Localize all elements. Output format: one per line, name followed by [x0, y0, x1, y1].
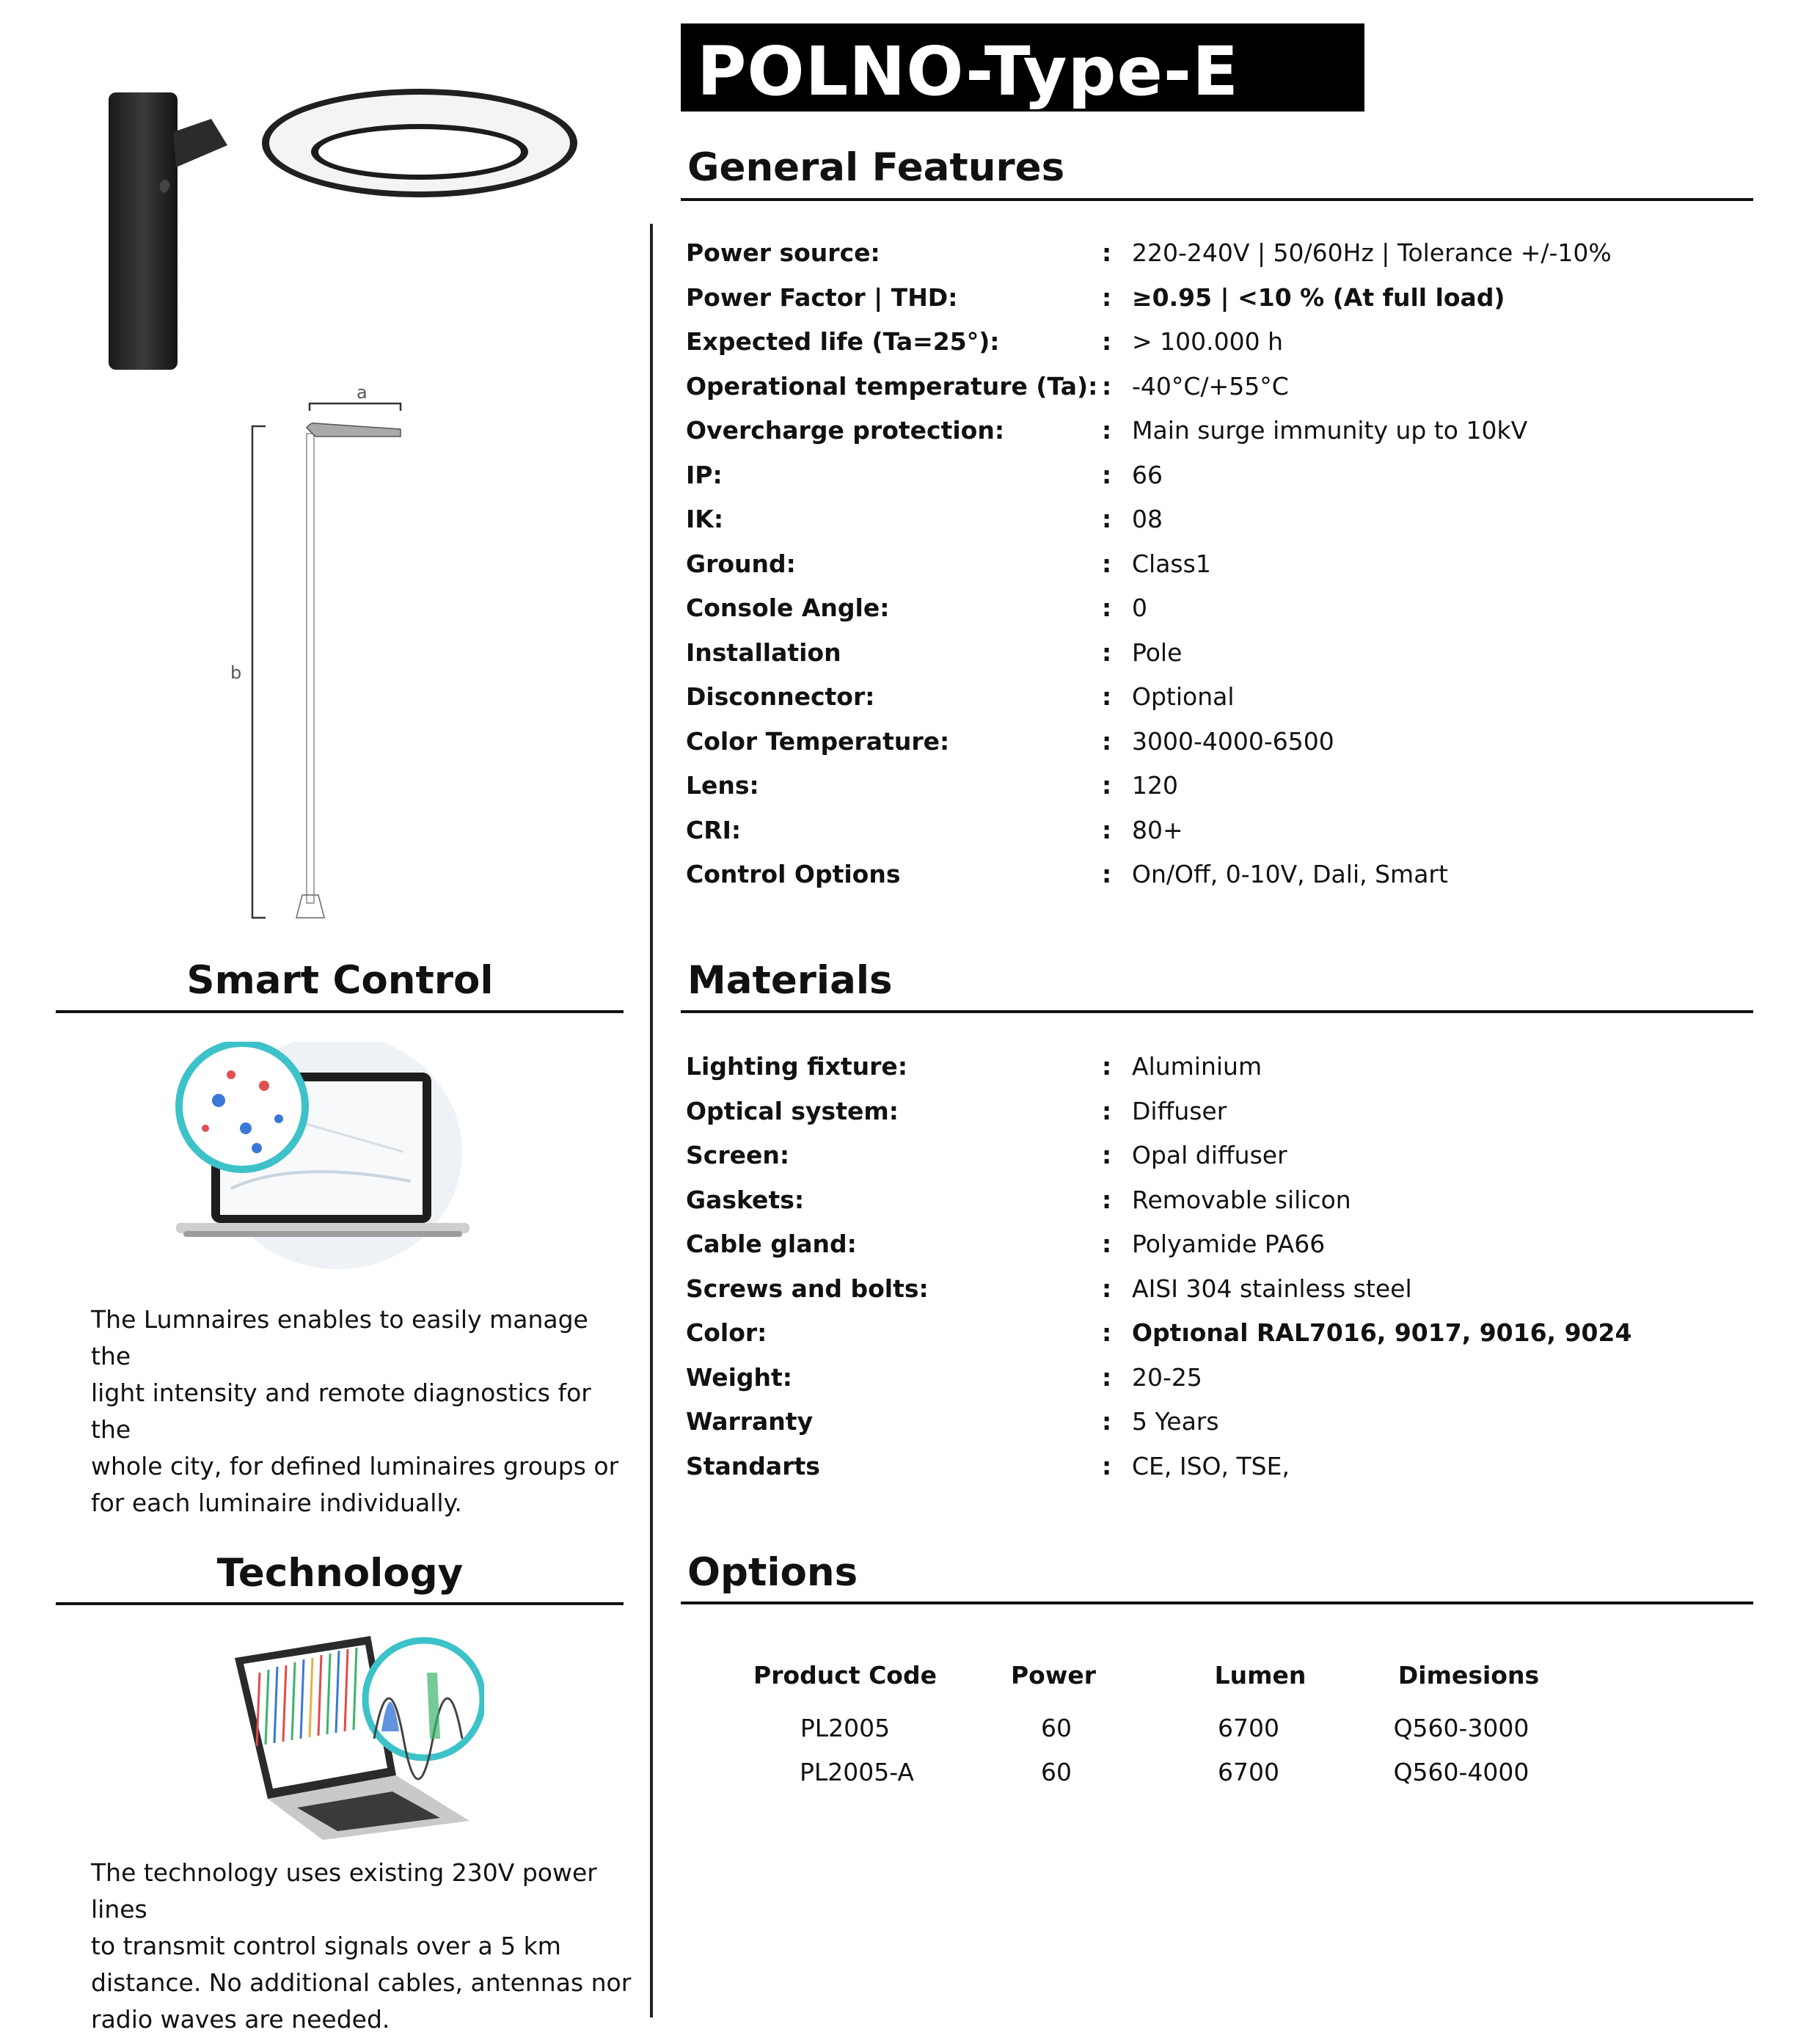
- general-feature-label: Ground:: [686, 549, 796, 578]
- material-label: Gaskets:: [686, 1185, 805, 1214]
- general-feature-separator: :: [1102, 327, 1112, 356]
- general-feature-row: [686, 586, 1750, 630]
- material-row: [686, 1311, 1750, 1355]
- general-feature-value: 0: [1132, 593, 1147, 622]
- general-feature-value: 66: [1132, 460, 1163, 489]
- material-value: Diffuser: [1132, 1096, 1227, 1125]
- general-feature-value: -40°C/+55°C: [1132, 371, 1289, 401]
- material-label: Cable gland:: [686, 1230, 857, 1258]
- smart-control-line: whole city, for defined luminaires groups or: [91, 1452, 619, 1480]
- general-feature-separator: :: [1102, 682, 1112, 711]
- technology-line: The technology uses existing 230V power lines: [91, 1858, 597, 1924]
- smart-control-line: light intensity and remote diagnostics for the: [91, 1378, 591, 1444]
- options-cell: 60: [1041, 1714, 1072, 1742]
- general-feature-label: Disconnector:: [686, 682, 875, 711]
- material-row: [686, 1222, 1750, 1266]
- general-feature-label: CRI:: [686, 815, 742, 844]
- general-feature-label: IK:: [686, 505, 724, 533]
- options-heading: Options: [687, 1550, 858, 1595]
- general-feature-value: Class1: [1132, 549, 1211, 578]
- material-row: [686, 1400, 1750, 1444]
- general-feature-value: 80+: [1132, 815, 1183, 844]
- general-feature-row: [686, 497, 1750, 541]
- material-separator: :: [1102, 1451, 1112, 1480]
- technology-laptop-image: [227, 1629, 484, 1841]
- material-value: Polyamide PA66: [1132, 1230, 1326, 1258]
- options-cell: 6700: [1218, 1758, 1279, 1786]
- general-feature-separator: :: [1102, 371, 1112, 401]
- general-feature-row: [686, 365, 1750, 409]
- material-row: [686, 1178, 1750, 1222]
- smart-control-rule: [56, 1010, 624, 1013]
- column-divider: [650, 224, 653, 2017]
- material-value: CE, ISO, TSE,: [1132, 1451, 1290, 1480]
- material-separator: :: [1102, 1362, 1112, 1392]
- general-feature-label: Control Options: [686, 860, 901, 888]
- general-feature-separator: :: [1102, 416, 1112, 445]
- general-features-rule: [681, 198, 1753, 201]
- material-row: [686, 1267, 1750, 1311]
- general-feature-label: Operational temperature (Ta):: [686, 371, 1098, 401]
- material-label: Optical system:: [686, 1096, 899, 1125]
- product-photo: [103, 81, 587, 374]
- dimension-drawing: [220, 378, 425, 921]
- options-cell: 6700: [1218, 1714, 1279, 1742]
- general-feature-separator: :: [1102, 593, 1112, 622]
- material-label: Lighting fixture:: [686, 1052, 908, 1081]
- material-row: [686, 1045, 1750, 1089]
- general-feature-value: Optional: [1132, 682, 1235, 711]
- material-row: [686, 1089, 1750, 1133]
- material-separator: :: [1102, 1230, 1112, 1258]
- general-feature-row: [686, 852, 1750, 896]
- general-feature-value: 220-240V | 50/60Hz | Tolerance +/-10%: [1132, 238, 1612, 267]
- general-feature-row: [686, 276, 1750, 320]
- options-cell: PL2005-A: [799, 1758, 915, 1786]
- general-feature-row: [686, 231, 1750, 275]
- options-cell: 60: [1041, 1758, 1072, 1786]
- general-feature-value: On/Off, 0-10V, Dali, Smart: [1132, 860, 1448, 888]
- material-value: Opal diffuser: [1132, 1141, 1287, 1169]
- general-feature-separator: :: [1102, 460, 1112, 489]
- material-value: AISI 304 stainless steel: [1132, 1274, 1412, 1303]
- general-feature-label: Color Temperature:: [686, 726, 950, 756]
- technology-description: [91, 1855, 634, 2038]
- general-feature-separator: :: [1102, 549, 1112, 578]
- material-value: Optıonal RAL7016, 9017, 9016, 9024: [1132, 1318, 1632, 1347]
- general-feature-separator: :: [1102, 726, 1112, 756]
- material-label: Screws and bolts:: [686, 1274, 929, 1303]
- material-separator: :: [1102, 1274, 1112, 1303]
- material-label: Weight:: [686, 1362, 793, 1392]
- general-feature-value: > 100.000 h: [1132, 327, 1284, 356]
- general-feature-separator: :: [1102, 282, 1112, 312]
- general-feature-label: Installation: [686, 638, 841, 667]
- options-cell: Q560-4000: [1393, 1758, 1530, 1786]
- general-feature-value: 120: [1132, 771, 1178, 800]
- general-feature-row: [686, 720, 1750, 764]
- options-header-lumen: Lumen: [1214, 1661, 1306, 1690]
- general-feature-separator: :: [1102, 860, 1112, 888]
- materials-heading: Materials: [687, 958, 893, 1003]
- general-feature-label: IP:: [686, 460, 723, 489]
- general-feature-label: Power source:: [686, 238, 880, 267]
- general-feature-label: Power Factor | THD:: [686, 282, 958, 312]
- general-feature-label: Expected life (Ta=25°):: [686, 327, 1000, 356]
- material-separator: :: [1102, 1185, 1112, 1214]
- material-label: Warranty: [686, 1407, 814, 1436]
- general-feature-separator: :: [1102, 505, 1112, 533]
- material-value: Aluminium: [1132, 1052, 1262, 1081]
- general-feature-label: Lens:: [686, 771, 759, 800]
- dimension-label-a: a: [357, 382, 368, 403]
- general-feature-row: [686, 808, 1750, 852]
- product-title: POLNO-Type-E: [697, 32, 1239, 111]
- general-feature-value: ≥0.95 | <10 % (At full load): [1132, 282, 1505, 312]
- material-label: Standarts: [686, 1451, 820, 1480]
- material-value: Removable silicon: [1132, 1185, 1351, 1214]
- general-feature-label: Console Angle:: [686, 593, 890, 622]
- general-feature-value: Pole: [1132, 638, 1183, 667]
- general-feature-row: [686, 631, 1750, 675]
- smart-control-description: [91, 1301, 634, 1522]
- general-feature-separator: :: [1102, 771, 1112, 800]
- general-feature-value: Main surge immunity up to 10kV: [1132, 416, 1528, 445]
- options-header-dimensions: Dimesions: [1397, 1661, 1540, 1690]
- material-separator: :: [1102, 1407, 1112, 1436]
- material-row: [686, 1356, 1750, 1400]
- general-feature-row: [686, 675, 1750, 719]
- smart-control-laptop-image: [161, 1042, 477, 1284]
- general-feature-value: 3000-4000-6500: [1132, 726, 1334, 756]
- technology-rule: [56, 1602, 624, 1605]
- material-row: [686, 1445, 1750, 1489]
- general-feature-label: Overcharge protection:: [686, 416, 1005, 445]
- material-value: 20-25: [1132, 1362, 1202, 1392]
- technology-line: radio waves are needed.: [91, 2005, 390, 2034]
- material-separator: :: [1102, 1052, 1112, 1081]
- smart-control-heading: Smart Control: [186, 958, 494, 1003]
- general-feature-separator: :: [1102, 238, 1112, 267]
- general-feature-row: [686, 542, 1750, 586]
- options-rule: [681, 1601, 1753, 1604]
- general-feature-row: [686, 320, 1750, 364]
- technology-line: distance. No additional cables, antennas nor: [91, 1968, 632, 1997]
- options-cell: PL2005: [800, 1714, 891, 1742]
- material-row: [686, 1133, 1750, 1177]
- material-label: Color:: [686, 1318, 767, 1347]
- smart-control-line: The Lumnaires enables to easily manage the: [91, 1305, 588, 1370]
- smart-control-line: for each luminaire individually.: [91, 1489, 462, 1517]
- technology-heading: Technology: [216, 1551, 464, 1596]
- general-feature-row: [686, 453, 1750, 497]
- material-separator: :: [1102, 1141, 1112, 1169]
- material-value: 5 Years: [1132, 1407, 1219, 1436]
- material-separator: :: [1102, 1096, 1112, 1125]
- general-feature-row: [686, 409, 1750, 453]
- technology-line: to transmit control signals over a 5 km: [91, 1932, 561, 1960]
- material-label: Screen:: [686, 1141, 790, 1169]
- options-header-product-code: Product Code: [753, 1661, 937, 1690]
- options-cell: Q560-3000: [1393, 1714, 1530, 1742]
- general-feature-value: 08: [1132, 505, 1163, 533]
- general-feature-row: [686, 764, 1750, 808]
- general-feature-separator: :: [1102, 815, 1112, 844]
- material-separator: :: [1102, 1318, 1112, 1347]
- general-features-heading: General Features: [687, 145, 1065, 190]
- materials-rule: [681, 1010, 1753, 1013]
- options-header-power: Power: [1011, 1661, 1096, 1690]
- dimension-label-b: b: [230, 662, 242, 683]
- general-feature-separator: :: [1102, 638, 1112, 667]
